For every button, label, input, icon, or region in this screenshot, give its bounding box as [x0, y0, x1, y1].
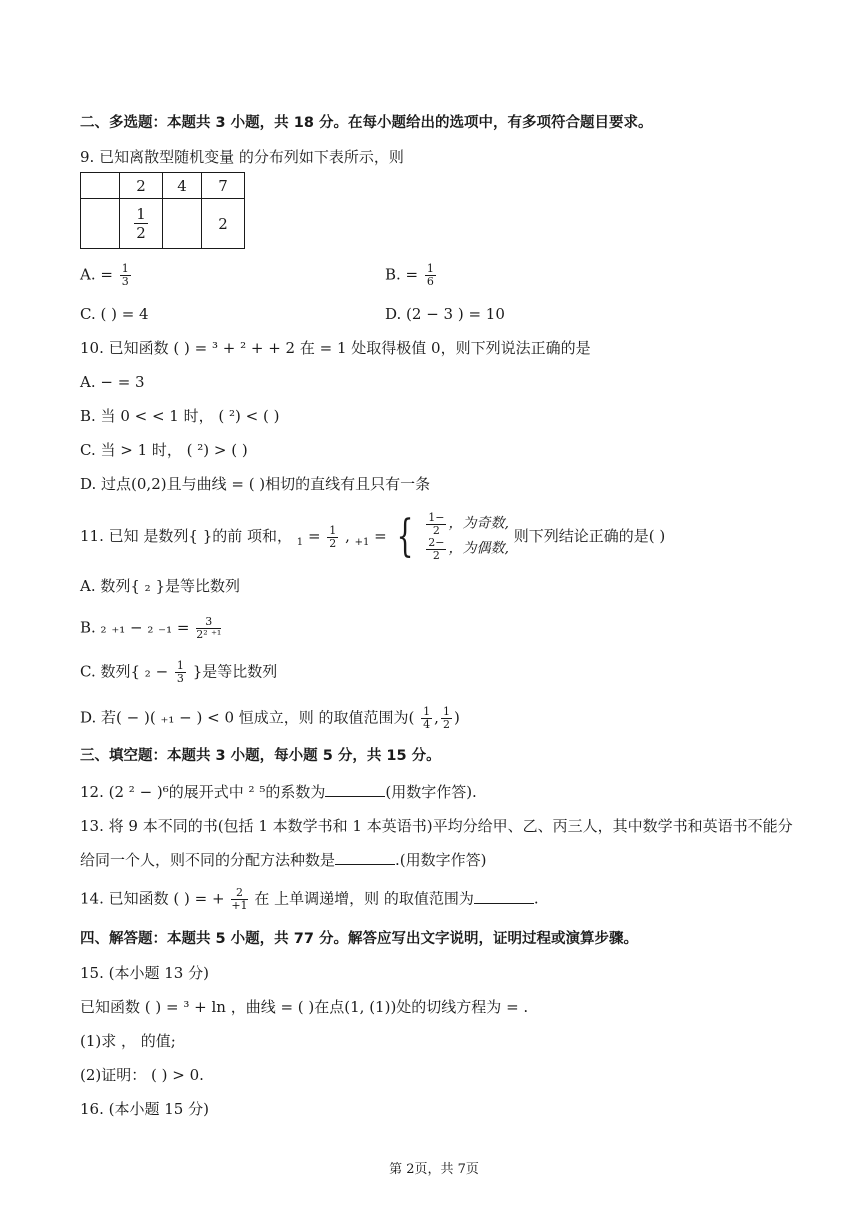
fraction: $\frac{1}{3}$	[121, 262, 129, 288]
q9-option-c: C. ( ) = 4	[80, 305, 149, 323]
answer-blank	[474, 889, 534, 904]
distribution-table	[80, 172, 245, 249]
table-cell: 4	[163, 173, 202, 199]
section-3-heading: 三、填空题：本题共 3 小题，每小题 5 分，共 15 分。	[80, 748, 441, 764]
fraction: $\frac{1}{2}$	[442, 705, 450, 731]
q13-line-1: 13. 将 9 本不同的书(包括 1 本数学书和 1 本英语书)平均分给甲、乙、丙三人，其中数学书和英语书不能分	[80, 817, 793, 835]
q9-option-b: B. = $\frac{1}{6}$	[385, 262, 434, 288]
q15-line-3: (2)证明： ( ) > 0.	[80, 1066, 204, 1084]
answer-blank	[335, 850, 395, 865]
q15-line-1: 已知函数 ( ) = ³ + ln ，曲线 = ( )在点(1, (1))处的切线方程为 = .	[80, 998, 529, 1016]
q11-option-b: B. ₂ ₊₁ − ₂ ₋₁ = $\frac{3}{\text{2² ⁺¹}}$	[80, 615, 222, 641]
left-brace: {	[397, 511, 414, 562]
fraction: $\frac{1}{4}$	[423, 705, 431, 731]
q9-option-d: D. (2 − 3 ) = 10	[385, 305, 505, 323]
fraction: $\frac{1}{2}$	[329, 523, 337, 550]
q14: 14. 已知函数 ( ) = + $\frac{2}{+1}$ 在 上单调递增，则 的取值范围为 .	[80, 886, 539, 912]
answer-blank	[325, 782, 385, 797]
q9-stem: 9. 已知离散型随机变量 的分布列如下表所示，则	[80, 148, 404, 166]
q11-option-c: C. 数列{ ₂ − $\frac{1}{3}$ }是等比数列	[80, 659, 278, 685]
q11-option-a: A. 数列{ ₂ }是等比数列	[80, 577, 241, 595]
q10-option-a: A. − = 3	[80, 373, 145, 391]
fraction: $\frac{2}{+1}$	[231, 886, 248, 912]
table-cell	[81, 173, 120, 199]
page-footer: 第 2页，共 7页	[389, 1162, 479, 1177]
q13-line-2: 给同一个人，则不同的分配方法种数是 .(用数字作答)	[80, 851, 487, 869]
q12: 12. (2 ² − )⁶的展开式中 ² ⁵的系数为 (用数字作答).	[80, 783, 477, 801]
table-cell: 2	[120, 173, 163, 199]
piecewise-cases: $\frac{1-}{2}$ ，为奇数, $\frac{2-}{2}$ ，为偶数,	[428, 511, 509, 562]
table-cell	[81, 199, 120, 249]
q10-option-d: D. 过点(0,2)且与曲线 = ( )相切的直线有且只有一条	[80, 475, 431, 493]
fraction: $\frac{1}{6}$	[426, 262, 434, 288]
q11-option-d: D. 若( − )( ₊₁ − ) < 0 恒成立，则 的取值范围为( $\frac{1}{4}$ , $\frac{1}{2}$ )	[80, 705, 460, 731]
q10-stem: 10. 已知函数 ( ) = ³ + ² + + 2 在 = 1 处取得极值 0，则下列说法正确的是	[80, 339, 591, 357]
q11-stem: 11. 已知 是数列{ }的前 项和， $_1$ = $\frac{1}{2}$ , $_{+1}$ = { $\frac{1-}{2}$ ，为奇数, $\frac{2-}{2}$ ，为偶数, 则下列结论正确的是( )	[80, 511, 666, 562]
section-2-heading: 二、多选题：本题共 3 小题，共 18 分。在每小题给出的选项中，有多项符合题目要求。	[80, 115, 653, 131]
table-cell	[120, 199, 163, 249]
section-4-heading: 四、解答题：本题共 5 小题，共 77 分。解答应写出文字说明，证明过程或演算步骤。	[80, 931, 638, 947]
table-cell: 2	[202, 199, 245, 249]
q10-option-b: B. 当 0 < < 1 时， ( ²) < ( )	[80, 407, 280, 425]
q15-title: 15. (本小题 13 分)	[80, 964, 209, 982]
q15-line-2: (1)求 ， 的值;	[80, 1032, 176, 1050]
q16-title: 16. (本小题 15 分)	[80, 1100, 209, 1118]
fraction: $\frac{3}{\text{2² ⁺¹}}$	[196, 615, 222, 641]
q10-option-c: C. 当 > 1 时， ( ²) > ( )	[80, 441, 248, 459]
fraction: $\frac{1}{2}$	[136, 205, 146, 242]
q9-option-a: A. = $\frac{1}{3}$	[80, 262, 129, 288]
table-cell: 7	[202, 173, 245, 199]
fraction: $\frac{1}{3}$	[176, 659, 184, 685]
table-cell	[163, 199, 202, 249]
